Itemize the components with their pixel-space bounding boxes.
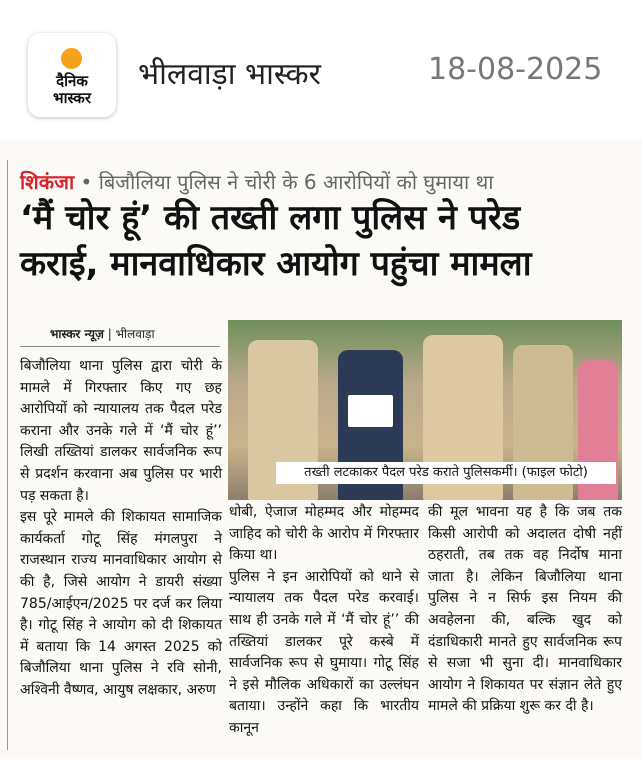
column-divider (7, 160, 8, 750)
column-1 (20, 356, 222, 702)
logo-text-2: भास्कर (53, 89, 91, 107)
paragraph: की मूल भावना यह है कि जब तक किसी आरोपी को अदालत दोषी नहीं ठहराती, तब तक वह निर्दोष माना जाता है। लेकिन बिजौलिया थाना पुलिस ने न सिर्फ इस नियम की अवहेलना की, बल्कि खुद को दंडाधिकारी मानते हुए सार्वजनिक रूप से सजा भी सुना दी। मानवाधिकार आयोग ने शिकायत पर संज्ञान लेते हुए मामले की प्रक्रिया शुरू कर दी है। (428, 504, 622, 715)
kicker (20, 168, 493, 195)
byline: भास्कर न्यूज़ | भीलवाड़ा (50, 327, 155, 341)
paragraph: पुलिस ने इन आरोपियों को थाने से न्यायालय तक पैदल परेड करवाई। साथ ही उनके गले में ‘मैं चोर हूं’’ की तख्तियां डालकर पूरे कस्बे में सार्वजनिक रूप से घुमाया। गोटू सिंह ने इसे मौलिक अधिकारों का उल्लंघन बताया। उन्होंने कहा कि भारतीय कानून (229, 568, 419, 736)
column-2 (229, 502, 419, 740)
byline-place: भीलवाड़ा (115, 327, 155, 341)
kicker-text: बिजौलिया पुलिस ने चोरी के 6 आरोपियों को घुमाया था (98, 170, 494, 194)
placard (348, 395, 393, 427)
app-header (0, 0, 642, 140)
paragraph: इस पूरे मामले की शिकायत सामाजिक कार्यकर्ता गोटू सिंह मंगलपुरा ने राजस्थान राज्य मानवाधिकार आयोग से की है, जिसे आयोग ने डायरी संख्या 785/आईएन/2025 पर दर्ज कर लिया है। गोटू सिंह ने आयोग को दी शिकायत में बताया कि 14 अगस्त 2025 को बिजौलिया थाना पुलिस ने रवि सोनी, अश्विनी वैष्णव, आयुष लक्षकार, अरुण (20, 509, 222, 698)
news-photo (228, 320, 622, 500)
bullet: • (80, 170, 99, 194)
kicker-label: शिकंजा (20, 170, 75, 194)
dainik-bhaskar-logo[interactable] (28, 33, 116, 117)
logo-text-1: दैनिक (56, 72, 88, 90)
byline-rule (20, 346, 220, 347)
byline-source: भास्कर न्यूज़ (50, 327, 104, 341)
edition-date: 18-08-2025 (428, 52, 603, 87)
photo-caption: तख्ती लटकाकर पैदल परेड कराते पुलिसकर्मी। (फाइल फोटो) (276, 462, 616, 484)
headline-line-1: ‘मैं चोर हूं’ की तख्ती लगा पुलिस ने परेड (20, 198, 521, 238)
paragraph: बिजौलिया थाना पुलिस द्वारा चोरी के मामले में गिरफ्तार किए गए छह आरोपियों को न्यायालय तक पैदल परेड कराना और उनके गले में ‘मैं चोर हूं’’ लिखी तख्तियां डालकर सार्वजनिक रूप से प्रदर्शन करवाना अब पुलिस पर भारी पड़ सकता है। (20, 358, 222, 504)
edition-title: भीलवाड़ा भास्कर (138, 57, 321, 92)
column-3 (428, 502, 622, 718)
paragraph: धोबी, ऐजाज मोहम्मद और मोहम्मद जाहिद को चोरी के आरोप में गिरफ्तार किया था। (229, 504, 419, 564)
headline-line-2: कराई, मानवाधिकार आयोग पहुंचा मामला (20, 244, 532, 284)
sun-icon (61, 48, 82, 69)
